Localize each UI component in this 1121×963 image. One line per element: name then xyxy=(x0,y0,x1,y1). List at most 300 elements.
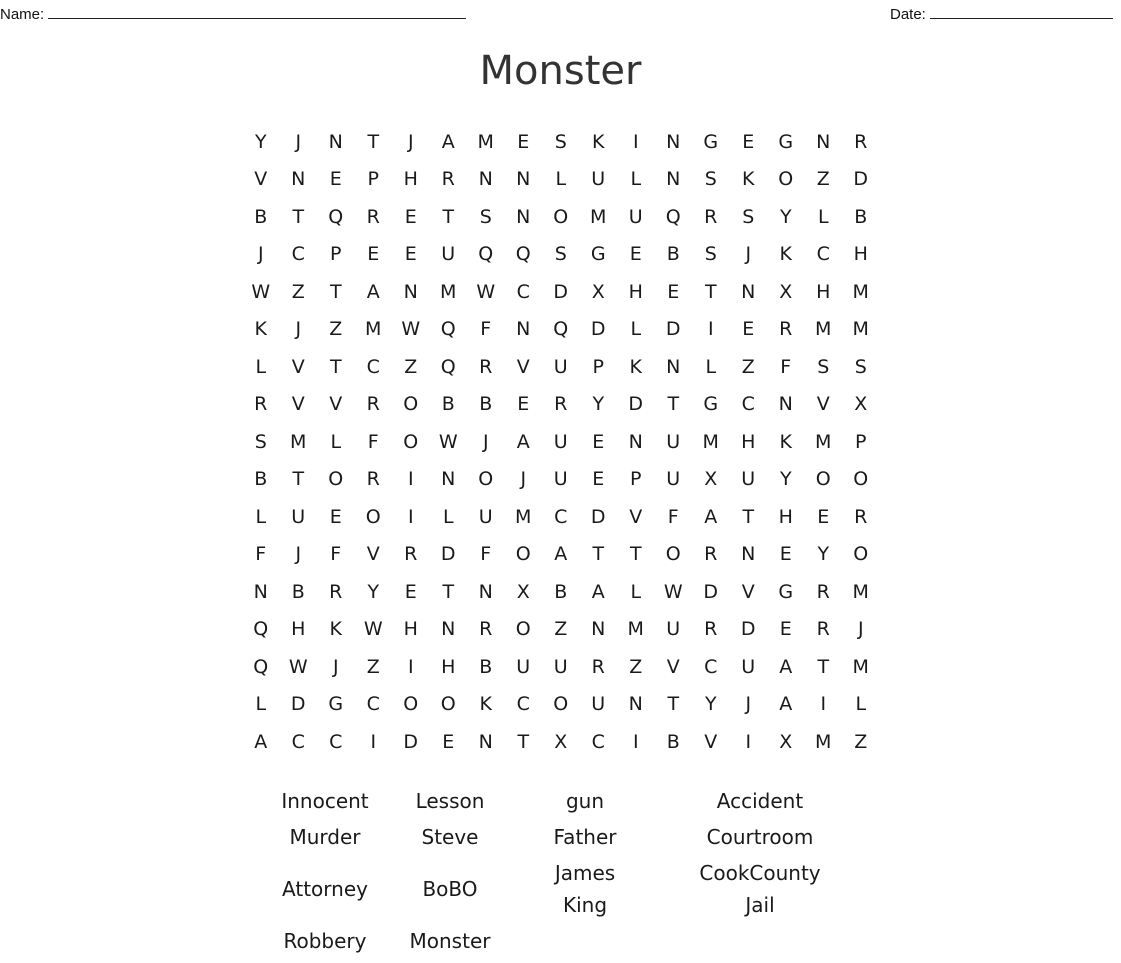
grid-letter: Q xyxy=(440,318,456,341)
grid-letter: A xyxy=(779,693,793,716)
grid-letter: R xyxy=(366,393,380,416)
word-search-grid xyxy=(242,123,880,761)
grid-letter: M xyxy=(852,318,869,341)
grid-letter: N xyxy=(516,168,531,191)
grid-letter: O xyxy=(853,543,869,566)
grid-letter: Q xyxy=(253,618,269,641)
grid-letter: V xyxy=(704,730,718,753)
grid-letter: B xyxy=(441,393,455,416)
grid-letter: Q xyxy=(253,655,269,678)
word-list-item: Father xyxy=(553,825,617,849)
grid-letter: R xyxy=(329,580,343,603)
grid-letter: V xyxy=(291,393,305,416)
grid-letter: V xyxy=(629,505,643,528)
grid-letter: M xyxy=(440,280,457,303)
grid-letter: D xyxy=(628,393,644,416)
grid-letter: E xyxy=(779,618,792,641)
grid-letter: N xyxy=(291,168,306,191)
grid-letter: M xyxy=(365,318,382,341)
grid-letter: T xyxy=(442,580,455,603)
word-list-item: Innocent xyxy=(281,789,369,813)
grid-letter: Q xyxy=(665,205,681,228)
grid-letter: E xyxy=(404,205,417,228)
grid-letter: N xyxy=(666,355,681,378)
grid-letter: K xyxy=(629,355,642,378)
grid-letter: B xyxy=(479,393,493,416)
grid-letter: U xyxy=(666,618,681,641)
grid-letter: H xyxy=(741,430,756,453)
grid-letter: W xyxy=(663,580,683,603)
grid-letter: P xyxy=(592,355,604,378)
grid-letter: O xyxy=(853,468,869,491)
grid-letter: A xyxy=(366,280,380,303)
grid-letter: B xyxy=(254,205,268,228)
grid-letter: M xyxy=(852,580,869,603)
grid-letter: O xyxy=(403,693,419,716)
grid-letter: H xyxy=(853,243,868,266)
grid-letter: I xyxy=(407,655,414,678)
grid-letter: X xyxy=(779,280,793,303)
grid-letter: N xyxy=(516,205,531,228)
grid-letter: U xyxy=(591,168,606,191)
grid-letter: L xyxy=(817,205,829,228)
grid-letter: R xyxy=(704,618,718,641)
grid-letter: N xyxy=(441,618,456,641)
grid-letter: Y xyxy=(779,205,792,228)
grid-letter: V xyxy=(366,543,380,566)
grid-letter: K xyxy=(479,693,492,716)
grid-letter: G xyxy=(703,393,719,416)
grid-letter: U xyxy=(666,430,681,453)
grid-letter: J xyxy=(295,543,302,566)
grid-letter: U xyxy=(666,468,681,491)
grid-letter: T xyxy=(667,693,680,716)
grid-letter: B xyxy=(254,468,268,491)
grid-letter: F xyxy=(480,543,492,566)
grid-letter: L xyxy=(855,693,867,716)
grid-letter: B xyxy=(666,243,680,266)
word-list-item: James King xyxy=(554,861,616,917)
date-blank-line xyxy=(930,4,1113,19)
grid-letter: X xyxy=(516,580,530,603)
grid-letter: D xyxy=(553,280,569,303)
grid-letter: R xyxy=(816,618,830,641)
grid-letter: S xyxy=(554,130,567,153)
name-blank-line xyxy=(48,4,466,19)
grid-letter: W xyxy=(251,280,271,303)
grid-letter: N xyxy=(666,130,681,153)
grid-letter: M xyxy=(627,618,644,641)
grid-letter: L xyxy=(555,168,567,191)
grid-letter: L xyxy=(442,505,454,528)
page-title: Monster xyxy=(479,48,642,94)
word-list-item: Murder xyxy=(289,825,361,849)
grid-letter: F xyxy=(330,543,342,566)
grid-letter: U xyxy=(553,355,568,378)
grid-letter: C xyxy=(554,505,568,528)
grid-letter: R xyxy=(479,355,493,378)
grid-letter: X xyxy=(854,393,868,416)
grid-letter: L xyxy=(630,580,642,603)
grid-letter: O xyxy=(403,393,419,416)
grid-letter: H xyxy=(628,280,643,303)
grid-letter: C xyxy=(291,243,305,266)
grid-letter: J xyxy=(745,243,752,266)
grid-letter: N xyxy=(403,280,418,303)
grid-letter: Y xyxy=(367,580,380,603)
grid-letter: W xyxy=(401,318,421,341)
grid-letter: W xyxy=(288,655,308,678)
grid-letter: U xyxy=(553,468,568,491)
grid-letter: A xyxy=(254,730,268,753)
grid-letter: X xyxy=(591,280,605,303)
grid-letter: J xyxy=(857,618,864,641)
grid-letter: R xyxy=(704,543,718,566)
grid-letter: Z xyxy=(291,280,305,303)
grid-letter: H xyxy=(403,618,418,641)
grid-letter: O xyxy=(815,468,831,491)
grid-letter: P xyxy=(330,243,342,266)
grid-letter: V xyxy=(741,580,755,603)
grid-letter: M xyxy=(852,655,869,678)
grid-letter: M xyxy=(290,430,307,453)
grid-letter: K xyxy=(779,243,792,266)
grid-letter: B xyxy=(554,580,568,603)
grid-letter: E xyxy=(404,243,417,266)
word-list-item: Attorney xyxy=(282,877,368,901)
grid-letter: N xyxy=(441,468,456,491)
grid-letter: D xyxy=(853,168,869,191)
grid-letter: H xyxy=(291,618,306,641)
grid-letter: R xyxy=(554,393,568,416)
grid-letter: I xyxy=(632,130,639,153)
grid-letter: D xyxy=(403,730,419,753)
grid-letter: T xyxy=(629,543,642,566)
grid-letter: E xyxy=(442,730,455,753)
grid-letter: J xyxy=(332,655,339,678)
grid-letter: I xyxy=(407,505,414,528)
grid-letter: B xyxy=(666,730,680,753)
grid-letter: K xyxy=(779,430,792,453)
grid-letter: C xyxy=(741,393,755,416)
grid-letter: Q xyxy=(478,243,494,266)
grid-letter: T xyxy=(329,280,342,303)
grid-letter: N xyxy=(741,543,756,566)
grid-letter: E xyxy=(667,280,680,303)
grid-letter: C xyxy=(366,355,380,378)
grid-letter: E xyxy=(517,130,530,153)
grid-letter: Z xyxy=(741,355,755,378)
date-label: Date: xyxy=(890,6,926,23)
grid-letter: U xyxy=(291,505,306,528)
grid-letter: C xyxy=(291,730,305,753)
grid-letter: A xyxy=(704,505,718,528)
grid-letter: R xyxy=(254,393,268,416)
word-list-item: CookCounty Jail xyxy=(699,861,821,917)
grid-letter: C xyxy=(816,243,830,266)
word-list xyxy=(255,785,865,957)
grid-letter: I xyxy=(820,693,827,716)
grid-letter: M xyxy=(815,730,832,753)
grid-letter: N xyxy=(816,130,831,153)
grid-letter: V xyxy=(516,355,530,378)
grid-letter: L xyxy=(630,318,642,341)
grid-letter: T xyxy=(592,543,605,566)
grid-letter: P xyxy=(855,430,867,453)
grid-letter: I xyxy=(745,730,752,753)
grid-letter: F xyxy=(255,543,267,566)
grid-letter: D xyxy=(440,543,456,566)
grid-letter: C xyxy=(516,280,530,303)
grid-letter: T xyxy=(292,205,305,228)
grid-letter: L xyxy=(255,693,267,716)
grid-letter: Z xyxy=(329,318,343,341)
grid-letter: J xyxy=(295,318,302,341)
grid-letter: K xyxy=(592,130,605,153)
grid-letter: J xyxy=(482,430,489,453)
grid-letter: E xyxy=(742,130,755,153)
grid-letter: A xyxy=(441,130,455,153)
grid-letter: N xyxy=(328,130,343,153)
grid-letter: V xyxy=(666,655,680,678)
grid-letter: R xyxy=(591,655,605,678)
grid-letter: N xyxy=(516,318,531,341)
grid-letter: Q xyxy=(440,355,456,378)
grid-letter: O xyxy=(553,205,569,228)
grid-letter: M xyxy=(815,318,832,341)
grid-letter: C xyxy=(516,693,530,716)
grid-letter: Z xyxy=(366,655,380,678)
grid-letter: U xyxy=(441,243,456,266)
grid-letter: Y xyxy=(817,543,830,566)
grid-letter: I xyxy=(632,730,639,753)
grid-letter: E xyxy=(592,468,605,491)
grid-letter: E xyxy=(367,243,380,266)
grid-letter: Z xyxy=(404,355,418,378)
grid-letter: S xyxy=(554,243,567,266)
grid-letter: G xyxy=(778,130,794,153)
grid-letter: P xyxy=(630,468,642,491)
grid-letter: E xyxy=(517,393,530,416)
grid-letter: N xyxy=(478,580,493,603)
word-list-item: Robbery xyxy=(283,929,367,953)
grid-letter: N xyxy=(666,168,681,191)
grid-letter: Y xyxy=(704,693,717,716)
grid-letter: B xyxy=(479,655,493,678)
grid-letter: I xyxy=(407,468,414,491)
grid-letter: J xyxy=(257,243,264,266)
grid-letter: U xyxy=(553,655,568,678)
grid-letter: X xyxy=(554,730,568,753)
grid-letter: O xyxy=(365,505,381,528)
grid-letter: A xyxy=(591,580,605,603)
grid-letter: V xyxy=(254,168,268,191)
grid-letter: K xyxy=(254,318,267,341)
grid-letter: W xyxy=(438,430,458,453)
grid-letter: S xyxy=(704,168,717,191)
grid-letter: V xyxy=(329,393,343,416)
grid-letter: P xyxy=(367,168,379,191)
grid-letter: J xyxy=(520,468,527,491)
grid-letter: O xyxy=(553,693,569,716)
grid-letter: Q xyxy=(328,205,344,228)
grid-letter: Y xyxy=(254,130,267,153)
grid-letter: R xyxy=(779,318,793,341)
grid-letter: T xyxy=(367,130,380,153)
grid-letter: F xyxy=(367,430,379,453)
grid-letter: I xyxy=(370,730,377,753)
grid-letter: X xyxy=(704,468,718,491)
grid-letter: C xyxy=(366,693,380,716)
grid-letter: G xyxy=(590,243,606,266)
grid-letter: J xyxy=(295,130,302,153)
grid-letter: R xyxy=(441,168,455,191)
grid-letter: R xyxy=(816,580,830,603)
grid-letter: N xyxy=(628,430,643,453)
grid-letter: D xyxy=(590,505,606,528)
name-field xyxy=(0,4,466,23)
grid-letter: T xyxy=(742,505,755,528)
grid-letter: V xyxy=(291,355,305,378)
grid-letter: N xyxy=(741,280,756,303)
grid-letter: O xyxy=(778,168,794,191)
grid-letter: K xyxy=(329,618,342,641)
name-label: Name: xyxy=(0,6,45,23)
grid-letter: R xyxy=(854,130,868,153)
grid-letter: L xyxy=(330,430,342,453)
grid-letter: M xyxy=(815,430,832,453)
grid-letter: L xyxy=(255,505,267,528)
grid-letter: B xyxy=(291,580,305,603)
grid-letter: F xyxy=(480,318,492,341)
grid-letter: O xyxy=(440,693,456,716)
grid-letter: F xyxy=(780,355,792,378)
grid-letter: T xyxy=(667,393,680,416)
grid-letter: O xyxy=(515,543,531,566)
grid-letter: U xyxy=(741,655,756,678)
grid-letter: E xyxy=(817,505,830,528)
word-list-item: gun xyxy=(565,789,605,813)
grid-letter: T xyxy=(517,730,530,753)
grid-letter: Z xyxy=(854,730,868,753)
grid-letter: M xyxy=(590,205,607,228)
grid-letter: D xyxy=(590,318,606,341)
grid-letter: E xyxy=(404,580,417,603)
word-list-item: Accident xyxy=(716,789,804,813)
grid-letter: A xyxy=(554,543,568,566)
grid-letter: O xyxy=(478,468,494,491)
grid-letter: C xyxy=(704,655,718,678)
grid-letter: N xyxy=(628,693,643,716)
grid-letter: O xyxy=(665,543,681,566)
grid-letter: N xyxy=(778,393,793,416)
grid-letter: R xyxy=(366,205,380,228)
grid-letter: J xyxy=(745,693,752,716)
grid-letter: S xyxy=(254,430,267,453)
grid-letter: U xyxy=(741,468,756,491)
grid-letter: U xyxy=(591,693,606,716)
grid-letter: H xyxy=(816,280,831,303)
grid-letter: R xyxy=(366,468,380,491)
grid-letter: R xyxy=(704,205,718,228)
grid-letter: E xyxy=(329,168,342,191)
grid-letter: W xyxy=(476,280,496,303)
grid-letter: E xyxy=(742,318,755,341)
grid-letter: V xyxy=(816,393,830,416)
grid-letter: H xyxy=(403,168,418,191)
grid-letter: O xyxy=(403,430,419,453)
grid-letter: A xyxy=(516,430,530,453)
grid-letter: G xyxy=(328,693,344,716)
word-list-item: BoBO xyxy=(422,877,478,901)
grid-letter: M xyxy=(477,130,494,153)
grid-letter: R xyxy=(479,618,493,641)
grid-letter: T xyxy=(329,355,342,378)
grid-letter: A xyxy=(779,655,793,678)
grid-letter: U xyxy=(478,505,493,528)
grid-letter: T xyxy=(817,655,830,678)
grid-letter: Y xyxy=(592,393,605,416)
grid-letter: U xyxy=(516,655,531,678)
grid-letter: S xyxy=(854,355,867,378)
grid-letter: R xyxy=(854,505,868,528)
word-list-item: Courtroom xyxy=(706,825,814,849)
grid-letter: D xyxy=(290,693,306,716)
grid-letter: H xyxy=(778,505,793,528)
grid-letter: T xyxy=(704,280,717,303)
grid-letter: H xyxy=(441,655,456,678)
grid-letter: U xyxy=(628,205,643,228)
grid-letter: M xyxy=(515,505,532,528)
grid-letter: Q xyxy=(515,243,531,266)
grid-letter: Z xyxy=(554,618,568,641)
grid-letter: O xyxy=(515,618,531,641)
grid-letter: Z xyxy=(816,168,830,191)
grid-letter: D xyxy=(665,318,681,341)
grid-letter: E xyxy=(629,243,642,266)
grid-letter: E xyxy=(592,430,605,453)
grid-letter: R xyxy=(404,543,418,566)
grid-letter: S xyxy=(742,205,755,228)
grid-letter: L xyxy=(705,355,717,378)
grid-letter: Y xyxy=(779,468,792,491)
grid-letter: Z xyxy=(629,655,643,678)
grid-letter: W xyxy=(363,618,383,641)
grid-letter: E xyxy=(329,505,342,528)
grid-letter: N xyxy=(478,168,493,191)
grid-letter: C xyxy=(329,730,343,753)
grid-letter: S xyxy=(479,205,492,228)
grid-letter: L xyxy=(630,168,642,191)
grid-letter: G xyxy=(703,130,719,153)
grid-letter: F xyxy=(667,505,679,528)
grid-letter: M xyxy=(702,430,719,453)
grid-letter: N xyxy=(591,618,606,641)
grid-letter: M xyxy=(852,280,869,303)
grid-letter: C xyxy=(591,730,605,753)
grid-letter: T xyxy=(292,468,305,491)
grid-letter: O xyxy=(328,468,344,491)
grid-letter: D xyxy=(740,618,756,641)
grid-letter: K xyxy=(742,168,755,191)
grid-letter: B xyxy=(854,205,868,228)
grid-letter: I xyxy=(707,318,714,341)
grid-letter: D xyxy=(703,580,719,603)
grid-letter: N xyxy=(478,730,493,753)
grid-letter: T xyxy=(442,205,455,228)
grid-letter: S xyxy=(704,243,717,266)
grid-letter: L xyxy=(255,355,267,378)
